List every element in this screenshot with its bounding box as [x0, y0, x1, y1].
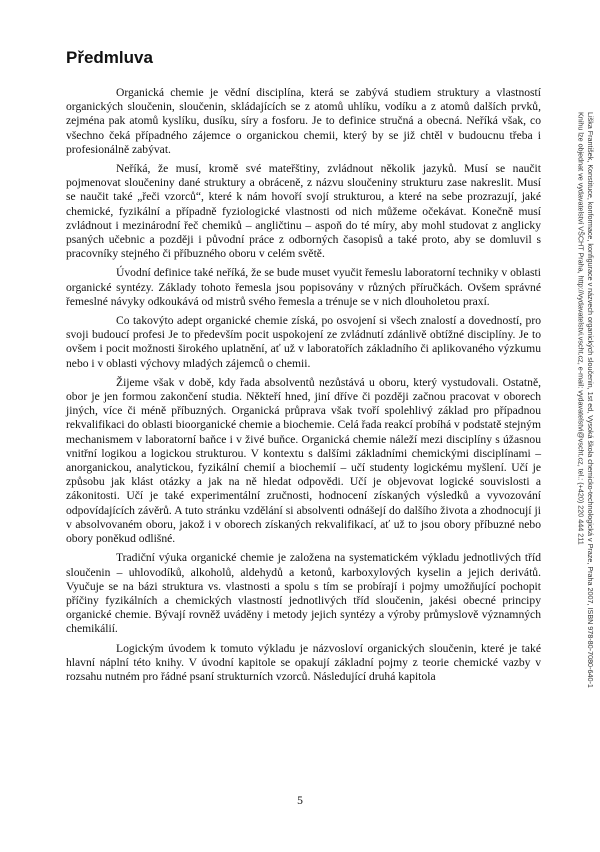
- paragraph-2: Neříká, že musí, kromě své mateřštiny, zvládnout několik jazyků. Musí se naučit pojmenovat sloučeniny dané struktury a obráceně, z názvu sloučeniny strukturu zase nakreslit. Musí se naučit také „řeči vzorců“, které k nám hovoří svojí strukturou, a které na sebe prozrazují, jaké chemické, fyzikální a případně fyziologické vlastnosti od nich můžeme očekávat. Konečně musí zvládnout i mezinárodní řeč chemiků – angličtinu – aspoň do té míry, aby mohl studovat z anglicky psaných učebnic a později i původní práce z odborných časopisů a také proto, aby se domluvil s pracovníky stejného či příbuzného oboru v celém světě.: [66, 162, 541, 261]
- paragraph-5: Žijeme však v době, kdy řada absolventů nezůstává u oboru, který vystudovali. Ostatně, obor je jen formou zakončení studia. Někteří hned, jiní dříve či později začnou pracovat v oborech jiných, více či méně příbuzných. Organická průprava však tvoří spolehlivý základ pro případnou rekvalifikaci do oblasti bioorganické chemie a biochemie. Celá řada reakcí probíhá v podstatě stejným mechanismem v laboratorní baňce i v živé buňce. Organická chemie náleží mezi disciplíny s úžasnou vnitřní logikou a logickou strukturou. V kontextu s dalšími základními chemickými disciplínami – anorganickou, analytickou, fyzikální chemií a biochemií – učí studenty logickému myšlení. Učí je způsobu jak klást otázky a jak na ně hledat odpovědi. Učí je objevovat logické souvislosti a zákonitosti. Učí je také experimentální zručnosti, hodnocení získaných výsledků a vyvozování odpovídajících závěrů. A tuto stránku vzdělání si absolventi odnášejí do dalšího života a zhodnocují ji v absolvovaném oboru, jakož i v oborech získaných rekvalifikací, ať už to jsou obory příbuzné nebo obory poněkud odlišné.: [66, 375, 541, 546]
- page-title: Předmluva: [66, 48, 153, 67]
- body-text: [66, 86, 541, 689]
- paragraph-1: Organická chemie je vědní disciplína, která se zabývá studiem struktury a vlastností organických sloučenin, sloučenin, skládajících se z atomů uhlíku, vodíku a z atomů dalších prvků, zejména pak atomů kyslíku, dusíku, síry a fosforu. Je to definice stručná a obecná. Neříká však, co všechno čeká případného zájemce o organickou chemii, který by se již chtěl v budoucnu třeba i profesionálně zabývat.: [66, 86, 541, 156]
- paragraph-7: Logickým úvodem k tomuto výkladu je názvosloví organických sloučenin, které je také hlavní náplní této knihy. V úvodní kapitole se opakují základní pojmy z teorie chemické vazby v rozsahu nutném pro řádné psaní strukturních vzorců. Následující druhá kapitola: [66, 641, 541, 683]
- paragraph-4: Co takovýto adept organické chemie získá, po osvojení si všech znalostí a dovedností, pro svoji budoucí profesi Je to především pocit uspokojení ze zvládnutí zdánlivě obtížné disciplíny. Je to ovšem i pocit možnosti širokého uplatnění, ať už v laboratořích základního či aplikovaného výzkumu nebo i v oblasti výchovy mladých zájemců o chemii.: [66, 314, 541, 370]
- page-number: 5: [297, 794, 303, 807]
- paragraph-3: Úvodní definice také neříká, že se bude muset vyučit řemeslu laboratorní techniky v oblasti organické syntézy. Základy tohoto řemesla jsou popisovány v různých příručkách. Ovšem správné řemeslné návyky odkoukává od mistrů svého řemesla a trénuje se v nich dlouholetou praxí.: [66, 266, 541, 308]
- side-citation-note: Liška František, Konstituce, konformace, konfigurace v názvech organických sloučenin, 1st ed, Vysoká škola chemicko-technologická v Praze, Praha 2007, ISBN 978-80-7080-640-1 Knihu lze objednat ve vydavatelství VŠCHT Praha, http://vydavatelstvi.vscht.cz, e-mail: vydavatelstvi@vscht.cz, tel.: (+420) 220 444 211: [576, 112, 595, 688]
- paragraph-6: Tradiční výuka organické chemie je založena na systematickém výkladu jednotlivých tříd sloučenin – uhlovodíků, alkoholů, aldehydů a ketonů, karboxylových kyselin a jejich derivátů. Vyučuje se na bázi struktura vs. vlastnosti a spolu s tím se probírají i pojmy umožňující pochopit příčiny fyzikálních a chemických vlastností jednotlivých tříd sloučenin, jakési obecné principy organické chemie. Bývají rovněž uváděny i metody jejich syntézy a výroby průmyslově významných chemikálií.: [66, 551, 541, 636]
